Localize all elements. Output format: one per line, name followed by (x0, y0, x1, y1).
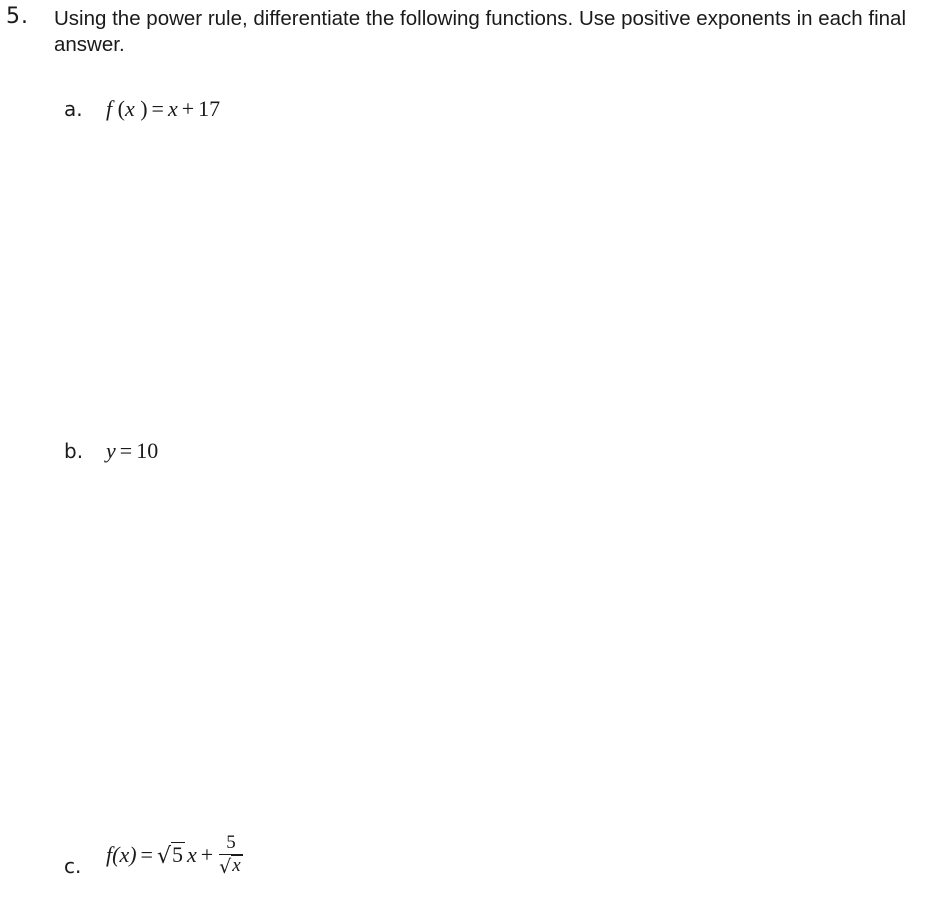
question-prompt: Using the power rule, differentiate the following functions. Use positive exponents in each final answer. (54, 7, 907, 56)
part-a (64, 96, 220, 122)
part-b-equals: = (119, 438, 133, 463)
part-a-variable: x (124, 96, 135, 121)
part-c-sqrt (157, 842, 185, 867)
part-c-fraction-denominator (219, 855, 243, 877)
radical-sign-icon: √ (156, 843, 171, 869)
part-c-fraction (219, 833, 243, 877)
part-c-term1-variable: x (186, 841, 197, 867)
part-c-radicand: 5 (171, 842, 183, 868)
part-b-label: b. (64, 439, 84, 463)
part-b-lhs: y (106, 438, 116, 463)
part-b-rhs: 10 (136, 438, 159, 463)
part-c-equals: = (140, 841, 153, 867)
part-a-paren-open: ( (117, 96, 125, 121)
part-c (64, 832, 243, 878)
part-a-term1: x (167, 96, 178, 121)
part-c-label: c. (64, 854, 82, 878)
part-a-term2: 17 (198, 96, 221, 121)
part-c-expression (106, 833, 243, 877)
part-a-function-name: f (106, 96, 113, 121)
part-c-fraction-numerator: 5 (226, 832, 236, 854)
part-a-plus: + (181, 96, 195, 121)
part-c-plus: + (200, 841, 214, 867)
part-c-fraction-den-variable: x (232, 855, 241, 877)
part-b (64, 438, 158, 464)
part-a-paren-close: ) (140, 96, 148, 121)
part-a-equals: = (151, 96, 164, 121)
part-a-label: a. (64, 97, 83, 121)
part-c-lhs: f(x) (106, 841, 137, 867)
part-a-expression (106, 96, 220, 122)
radical-sign-icon: √ (219, 855, 232, 878)
question-number: 5. (6, 4, 29, 29)
part-b-expression (106, 438, 158, 464)
